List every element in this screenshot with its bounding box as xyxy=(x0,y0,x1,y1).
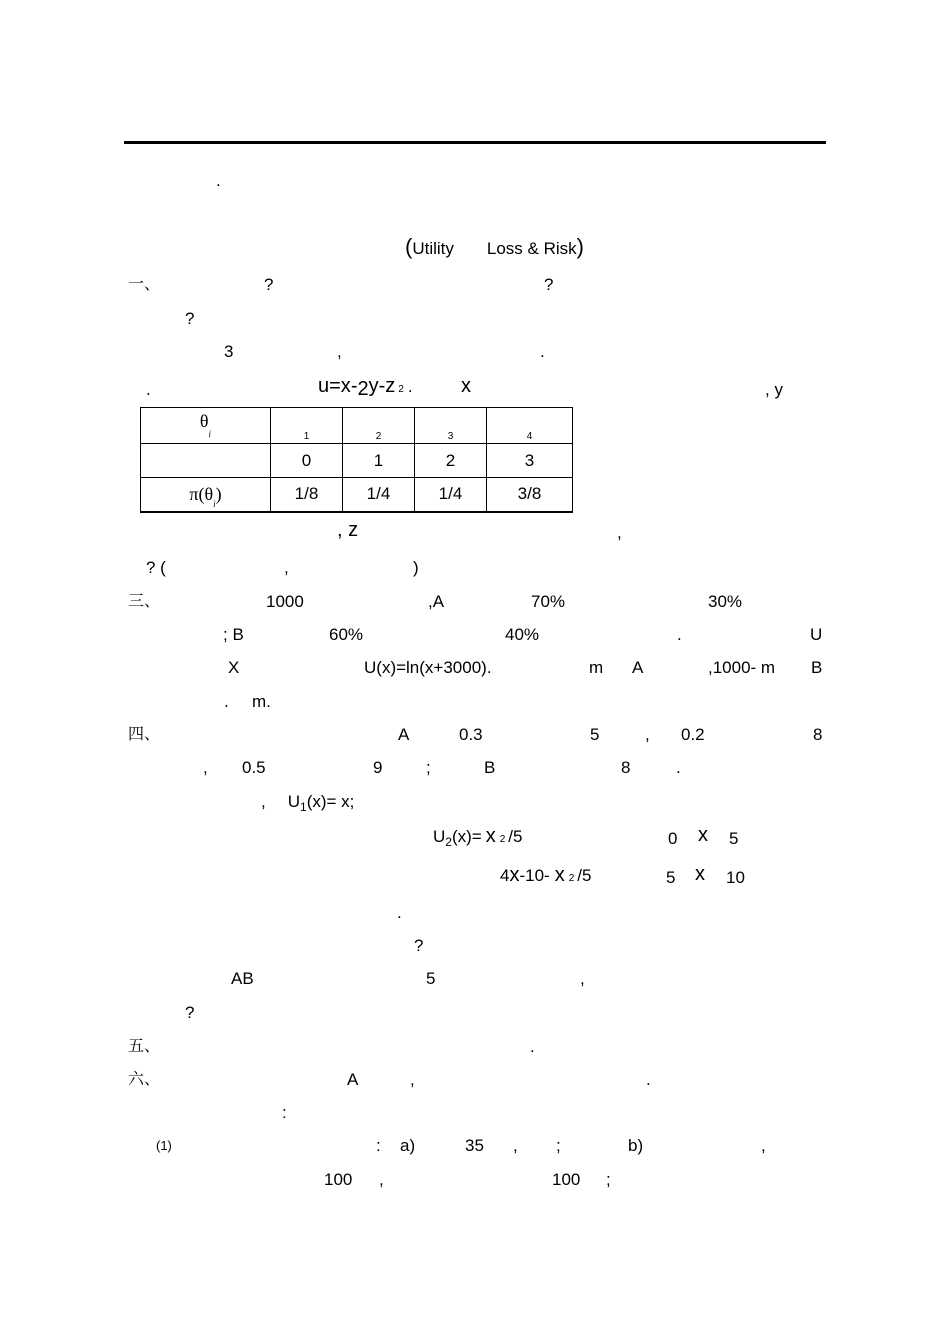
q2-question-close: ) xyxy=(413,558,419,577)
q4-p-0-3: 0.3 xyxy=(459,725,483,744)
q3-pct-60: 60% xyxy=(329,625,364,644)
q4-v-5: 5 xyxy=(590,725,600,744)
q6-option-b: b) xyxy=(628,1136,644,1155)
q2-number-3: 3 xyxy=(224,342,234,361)
q6-v-100-b: 100 xyxy=(552,1170,581,1189)
q4-range2-high: 10 xyxy=(726,868,745,887)
index-cell: 2 xyxy=(343,408,415,444)
q3-b: B xyxy=(811,658,823,677)
table-row xyxy=(141,444,573,478)
q2-period: . xyxy=(540,342,545,361)
index-cell: 4 xyxy=(487,408,573,444)
q4-a: A xyxy=(398,725,410,744)
q3-end-dot: . xyxy=(224,692,229,711)
prob-cell: 3/8 xyxy=(487,478,573,512)
q2-variable-y: , y xyxy=(765,380,783,399)
q4-v-5-b: 5 xyxy=(426,969,436,988)
q6-item-1-label: (1) xyxy=(156,1138,172,1153)
utility-u2-piece2: 4x-10- x 2 /5 xyxy=(500,864,592,886)
q6-a: A xyxy=(347,1070,359,1089)
q4-range1-x: x xyxy=(698,824,708,846)
q3-u: U xyxy=(810,625,823,644)
q3-end-m: m. xyxy=(252,692,271,711)
q4-ab: AB xyxy=(231,969,254,988)
q2-variable-x: x xyxy=(461,375,471,397)
q2-question-open: ? ( xyxy=(146,558,166,577)
q3-stock-b: ; B xyxy=(223,625,244,644)
q2-question-comma: , xyxy=(284,558,289,577)
utility-formula: u=x-2y-z 2 . xyxy=(318,375,413,400)
q6-colon: : xyxy=(282,1103,287,1122)
header-dot: . xyxy=(216,171,221,190)
q6-v-35: 35 xyxy=(465,1136,484,1155)
q2-z-comma: , xyxy=(617,523,622,542)
q1-question-mark-a: ? xyxy=(264,275,274,294)
q4-question-mark: ? xyxy=(414,936,424,955)
q3-remainder: ,1000- m xyxy=(708,658,776,677)
q4-range1-low: 0 xyxy=(668,829,678,848)
q6-comma-4: , xyxy=(379,1170,384,1189)
value-cell: 3 xyxy=(487,444,573,478)
table-row xyxy=(141,408,573,444)
q2-variable-z: , z xyxy=(337,519,359,541)
q3-amount-1000: 1000 xyxy=(266,592,304,611)
q4-dot: . xyxy=(676,758,681,777)
prob-cell: 1/4 xyxy=(343,478,415,512)
q6-colon-2: : xyxy=(376,1136,381,1155)
index-cell: 1 xyxy=(271,408,343,444)
q6-semicolon: ; xyxy=(556,1136,561,1155)
q4-range2-low: 5 xyxy=(666,868,676,887)
q3-marker: 三、 xyxy=(128,591,161,610)
q3-stock-a: ,A xyxy=(428,592,445,611)
empty-cell xyxy=(141,444,271,478)
q6-semicolon-2: ; xyxy=(606,1170,611,1189)
prior-label-cell: $\pi(\theta_i)$ xyxy=(141,478,271,512)
q6-dot: . xyxy=(646,1070,651,1089)
q4-semicolon: ; xyxy=(426,758,431,777)
q6-option-a: a) xyxy=(400,1136,416,1155)
q6-v-100-a: 100 xyxy=(324,1170,353,1189)
q1-question-mark-b: ? xyxy=(544,275,554,294)
prob-cell: 1/4 xyxy=(415,478,487,512)
q4-p-0-2: 0.2 xyxy=(681,725,705,744)
value-cell: 0 xyxy=(271,444,343,478)
q2-comma: , xyxy=(337,342,342,361)
q4-comma: , xyxy=(645,725,650,744)
prob-cell: 1/8 xyxy=(271,478,343,512)
q3-x: X xyxy=(228,658,240,677)
q3-dot: . xyxy=(677,625,682,644)
q5-dot: . xyxy=(530,1037,535,1056)
q4-v-8: 8 xyxy=(813,725,823,744)
q4-v-8-b: 8 xyxy=(621,758,631,777)
table-row xyxy=(141,478,573,512)
q4-dot-2: . xyxy=(397,903,402,922)
q4-range2-x: x xyxy=(695,863,705,885)
q3-a: A xyxy=(632,658,644,677)
q3-utility-function: U(x)=ln(x+3000). xyxy=(364,658,492,677)
q4-range1-high: 5 xyxy=(729,829,739,848)
q3-pct-70: 70% xyxy=(531,592,566,611)
q1-marker: 一、 xyxy=(128,274,161,293)
page-title: (Utility Loss & Risk) xyxy=(405,234,584,259)
q6-comma-2: , xyxy=(513,1136,518,1155)
q4-question-mark-2: ? xyxy=(185,1003,195,1022)
probability-table xyxy=(140,407,573,513)
index-cell: 3 xyxy=(415,408,487,444)
utility-u2: $U_2(x)= x$ 2 /5 xyxy=(433,825,523,849)
value-cell: 1 xyxy=(343,444,415,478)
q1-question-mark-c: ? xyxy=(185,309,195,328)
header-rule xyxy=(124,141,826,144)
theta-header-cell: $\theta_i$ xyxy=(141,408,271,444)
value-cell: 2 xyxy=(415,444,487,478)
q4-p-0-5: 0.5 xyxy=(242,758,266,777)
q4-comma-2: , xyxy=(203,758,208,777)
q5-marker: 五、 xyxy=(128,1036,161,1055)
q2-dot: . xyxy=(146,380,151,399)
q4-v-9: 9 xyxy=(373,758,383,777)
q6-comma-3: , xyxy=(761,1136,766,1155)
q6-marker: 六、 xyxy=(128,1069,161,1088)
q4-b: B xyxy=(484,758,496,777)
utility-u1: , $U_1(x)= x$; xyxy=(261,792,355,814)
q3-m: m xyxy=(589,658,604,677)
q3-pct-40: 40% xyxy=(505,625,540,644)
q3-pct-30: 30% xyxy=(708,592,743,611)
q4-marker: 四、 xyxy=(128,724,161,743)
q6-comma: , xyxy=(410,1070,415,1089)
q4-comma-3: , xyxy=(580,969,585,988)
